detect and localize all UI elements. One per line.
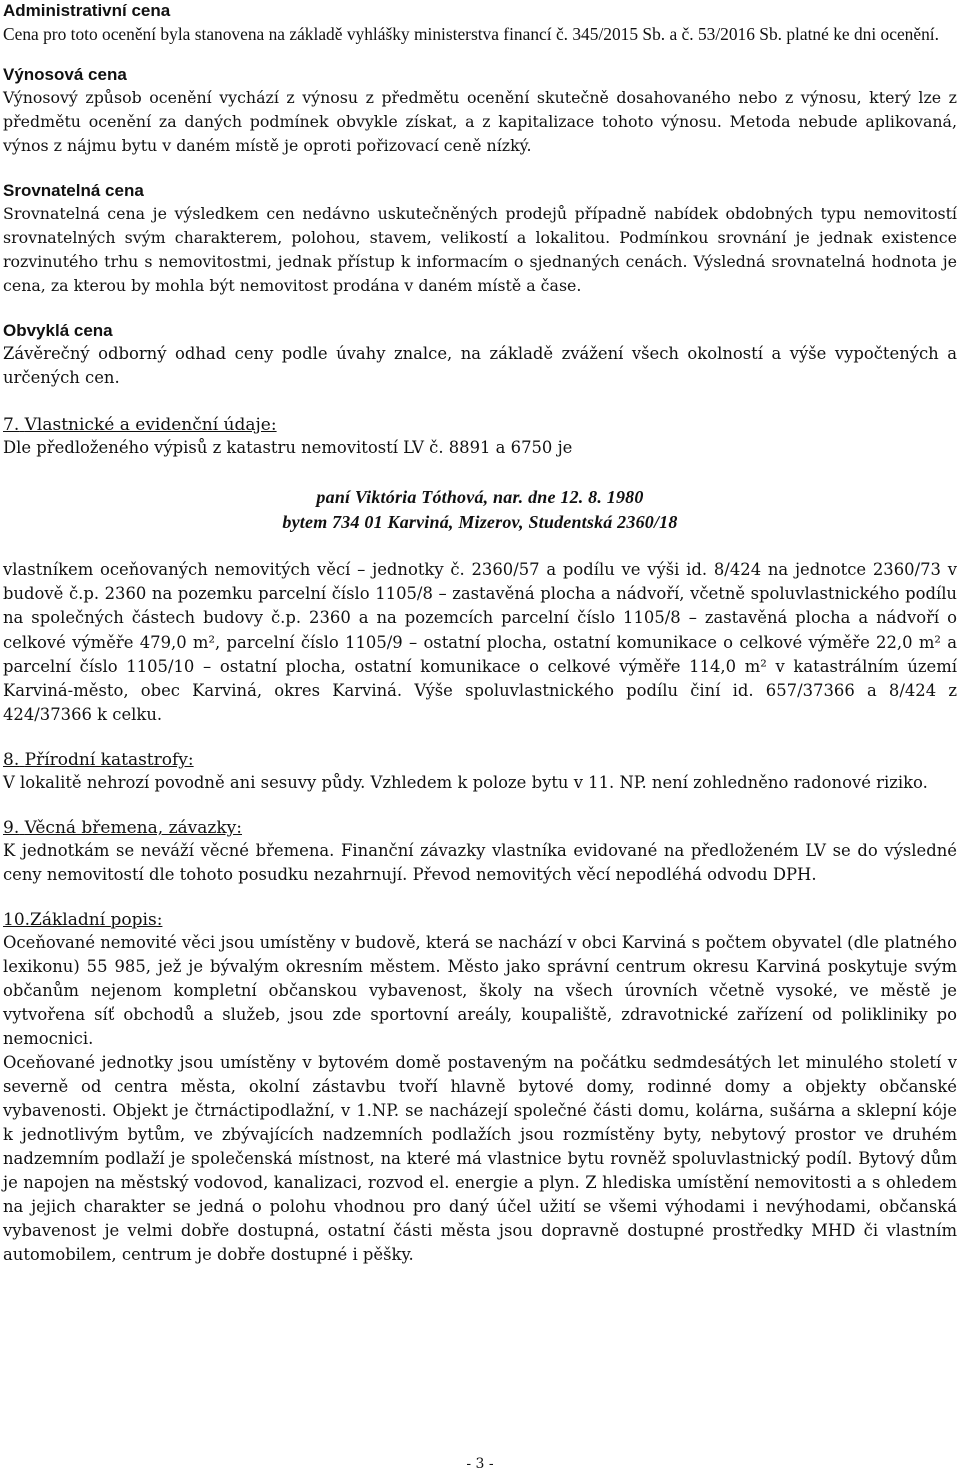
heading-basic-description [3, 909, 957, 931]
section-comparative-price [3, 180, 957, 298]
heading-title: Vlastnické a evidenční údaje: [24, 415, 277, 435]
spacer [3, 46, 957, 64]
spacer [3, 158, 957, 180]
section-usual-price [3, 320, 957, 390]
heading-comparative-price: Srovnatelná cena [3, 181, 144, 200]
section-ownership [3, 414, 957, 727]
heading-natural-disasters [3, 749, 957, 771]
heading-administrative-price: Administrativní cena [3, 1, 171, 20]
text-basic-description-1: Oceňované nemovité věci jsou umístěny v budově, která se nachází v obci Karviná s počtem obyvatel (dle platného lexikonu) 55 985, jež je bývalým okresním městem. Město jako správní centrum okresu Karviná poskytuje svým občanům nejenom kompletní občanskou vybavenost, školy na všech úrovních včetně vysoké, ve městě je vytvořena síť obchodů a služeb, jsou zde sportovní areály, koupaliště, zdravotnické zařízení od polikliniky po nemocnici. [3, 933, 957, 1049]
owner-name: paní Viktória Tóthová, nar. dne 12. 8. 1980 [316, 487, 644, 507]
text-natural-disasters: V lokalitě nehrozí povodně ani sesuvy půdy. Vzhledem k poloze bytu v 11. NP. není zohledněno radonové riziko. [3, 773, 928, 793]
owner-address: bytem 734 01 Karviná, Mizerov, Studentská 2360/18 [282, 512, 678, 532]
text-administrative-price: Cena pro toto ocenění byla stanovena na základě vyhlášky ministerstva financí č. 345/2015 Sb. a č. 53/2016 Sb. platné ke dni ocenění. [3, 24, 939, 44]
text-usual-price: Závěrečný odborný odhad ceny podle úvahy znalce, na základě zvážení všech okolností a výše vypočtených a určených cen. [3, 344, 957, 387]
heading-easements [3, 817, 957, 839]
section-administrative-price [3, 0, 957, 46]
ownership-intro: Dle předloženého výpisů z katastru nemovitostí LV č. 8891 a 6750 je [3, 438, 573, 457]
heading-title: Základní popis: [30, 910, 163, 931]
section-natural-disasters [3, 749, 957, 795]
text-ownership: vlastníkem oceňovaných nemovitých věcí – jednotky č. 2360/57 a podílu ve výši id. 8/424 na jednotce 2360/73 v budově č.p. 2360 na pozemku parcelní číslo 1105/8 – zastavěná plocha a nádvoří, včetně spoluvlastnického podílu na společných částech budovy č.p. 2360 a na pozemcích parcelní číslo 1105/8 – zastavěná plocha a nádvoří o celkové výměře 479,0 m², parcelní číslo 1105/9 – ostatní plocha, ostatní komunikace o celkové výměře 22,0 m² a parcelní číslo 1105/10 – ostatní plocha, ostatní komunikace o celkové výměře 114,0 m² v katastrálním území Karviná-město, obec Karviná, okres Karviná. Výše spoluvlastnického podílu činí id. 657/37366 a 8/424 z 424/37366 k celku. [3, 560, 957, 725]
heading-yield-price: Výnosová cena [3, 65, 127, 84]
text-basic-description-2: Oceňované jednotky jsou umístěny v bytovém domě postaveným na počátku sedmdesátých let minulého století v severně od centra města, okolní zástavbu tvoří hlavně bytové domy, rodinné domy a objekty občanské vybavenosti. Objekt je čtrnáctipodlažní, v 1.NP. se nacházejí společné části domu, kolárna, sušárna a sklepní kóje k jednotlivým bytům, ve zbývajících nadzemních podlažích jsou rozmístěny byty, nebytový prostor ve druhém nadzemním podlaží je společenská místnost, na které má vlastnice bytu rovněž spoluvlastnický podíl. Bytový dům je napojen na městský vodovod, kanalizaci, rozvod el. energie a plyn. Z hlediska umístění nemovitosti a s ohledem na jejich charakter se jedná o polohu vhodnou pro daný účel užití se všemi výhodami i nevýhodami, občanská vybavenost je velmi dobře dostupná, ostatní části města jsou dopravně dostupné prostředky MHD či vlastním automobilem, centrum je dobře dostupné i pěšky. [3, 1053, 957, 1265]
spacer [3, 887, 957, 909]
heading-title: Přírodní katastrofy: [24, 750, 194, 771]
heading-number: 7. [3, 415, 20, 435]
heading-number: 10. [3, 910, 31, 931]
spacer [3, 727, 957, 749]
heading-number: 9. [3, 818, 20, 839]
heading-title: Věcná břemena, závazky: [24, 818, 242, 839]
text-easements: K jednotkám se neváží věcné břemena. Finanční závazky vlastníka evidované na předloženém LV se do výsledné ceny nemovitostí dle tohoto posudku nezahrnují. Převod nemovitých věcí nepodléhá odvodu DPH. [3, 841, 957, 885]
section-yield-price [3, 64, 957, 158]
text-comparative-price: Srovnatelná cena je výsledkem cen nedávno uskutečněných prodejů případně nabídek obdobných typu nemovitostí srovnatelných svým charakterem, polohou, stavem, velikostí a lokalitou. Podmínkou srovnání je jednak existence rozvinutého trhu s nemovitostmi, jednak přístup k informacím o sjednaných cenách. Výsledná srovnatelná hodnota je cena, za kterou by mohla být nemovitost prodána v daném místě a čase. [3, 204, 957, 295]
heading-usual-price: Obvyklá cena [3, 321, 113, 340]
section-easements [3, 817, 957, 887]
spacer [3, 390, 957, 414]
page-number: - 3 - [466, 1456, 494, 1472]
section-basic-description [3, 909, 957, 1267]
heading-number: 8. [3, 750, 20, 771]
text-yield-price: Výnosový způsob ocenění vychází z výnosu z předmětu ocenění skutečně dosahovaného nebo z výnosu, který lze z předmětu ocenění za daných podmínek obvykle získat, a z kapitalizace tohoto výnosu. Metoda nebude aplikovaná, výnos z nájmu bytu v daném místě je oproti pořizovací ceně nízký. [3, 88, 957, 155]
spacer [3, 298, 957, 320]
document-page [3, 0, 957, 1267]
spacer [3, 795, 957, 817]
heading-ownership [3, 414, 957, 436]
